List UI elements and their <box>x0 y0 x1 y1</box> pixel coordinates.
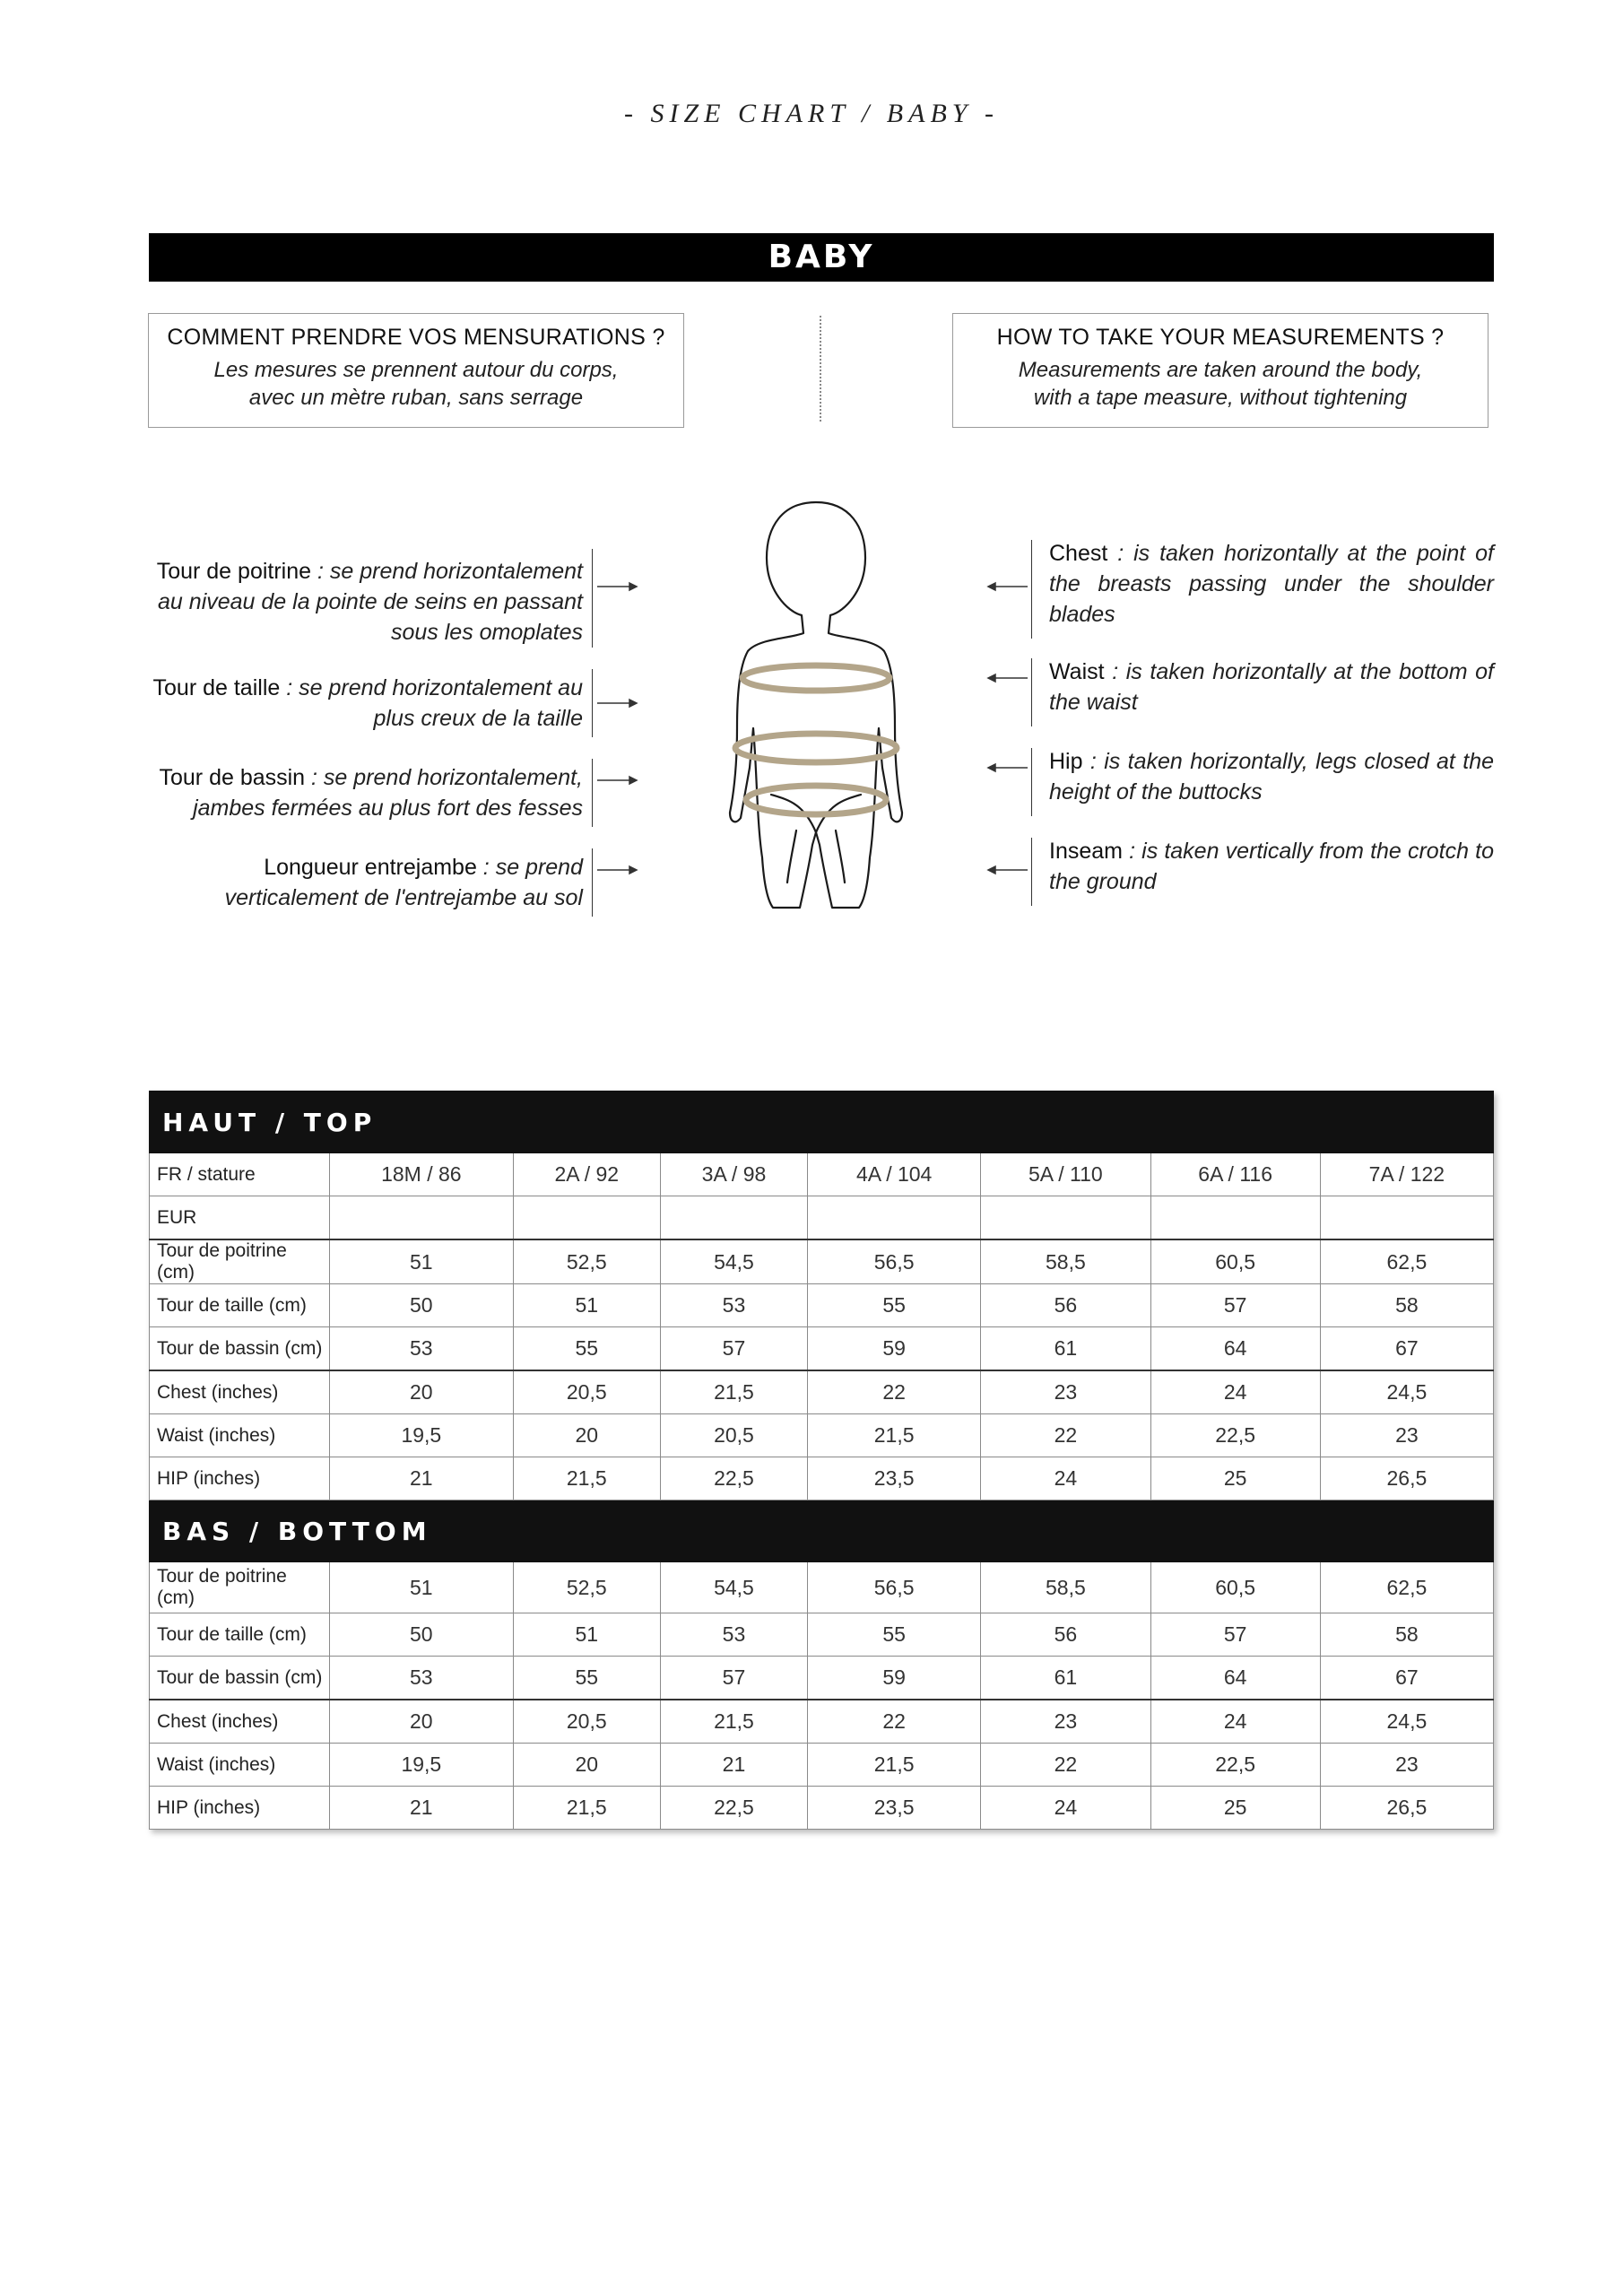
table-cell: 55 <box>513 1657 660 1700</box>
table-cell: 67 <box>1320 1657 1493 1700</box>
table-cell: 25 <box>1150 1457 1320 1500</box>
row-label: Tour de taille (cm) <box>150 1613 330 1657</box>
table-cell: 21 <box>330 1457 514 1500</box>
table-cell: 20 <box>330 1700 514 1744</box>
table-cell: 53 <box>660 1613 807 1657</box>
table-cell: 26,5 <box>1320 1457 1493 1500</box>
table-cell: 51 <box>330 1239 514 1284</box>
measure-desc: : se prend horizontalement au niveau de la pointe de seins en passant sous les omoplates <box>158 559 583 645</box>
table-cell: 58,5 <box>981 1239 1150 1284</box>
table-cell: 20,5 <box>513 1700 660 1744</box>
measure-term: Tour de poitrine <box>156 559 312 584</box>
row-label: Tour de poitrine (cm) <box>150 1562 330 1613</box>
table-cell: 59 <box>808 1657 981 1700</box>
bracket-line <box>1031 540 1032 639</box>
baby-figure-illustration <box>717 499 915 911</box>
bracket-line <box>592 848 593 917</box>
section-banner: BABY <box>149 233 1494 282</box>
row-label: EUR <box>150 1196 330 1240</box>
table-cell: 21,5 <box>513 1457 660 1500</box>
table-cell: 21,5 <box>808 1414 981 1457</box>
row-label: Waist (inches) <box>150 1744 330 1787</box>
table-cell: 23,5 <box>808 1787 981 1830</box>
table-cell: 67 <box>1320 1327 1493 1371</box>
table-cell: 56 <box>981 1284 1150 1327</box>
table-cell <box>1150 1196 1320 1240</box>
table-cell: 57 <box>660 1327 807 1371</box>
row-label: HIP (inches) <box>150 1457 330 1500</box>
row-label: Tour de bassin (cm) <box>150 1327 330 1371</box>
howto-box-fr <box>148 313 684 428</box>
table-cell: 54,5 <box>660 1239 807 1284</box>
table-cell: 20 <box>513 1744 660 1787</box>
measure-term: Chest <box>1049 541 1108 566</box>
table-cell: 20,5 <box>513 1370 660 1414</box>
table-cell: 22,5 <box>1150 1744 1320 1787</box>
row-label: Waist (inches) <box>150 1414 330 1457</box>
table-row <box>150 1787 1494 1830</box>
table-cell: 51 <box>330 1562 514 1613</box>
row-label: HIP (inches) <box>150 1787 330 1830</box>
howto-text-fr <box>149 356 683 412</box>
table-cell: 64 <box>1150 1657 1320 1700</box>
table-cell <box>1320 1196 1493 1240</box>
measure-desc: : is taken horizontally, legs closed at the height of the buttocks <box>1049 749 1494 804</box>
table-cell: 64 <box>1150 1327 1320 1371</box>
measure-item-en-hip <box>1049 746 1494 807</box>
table-cell <box>981 1196 1150 1240</box>
howto-line: Les mesures se prennent autour du corps, <box>213 358 619 382</box>
measure-desc: : se prend verticalement de l'entrejambe au sol <box>224 855 583 910</box>
arrow-right-icon <box>594 574 638 888</box>
table-cell: 60,5 <box>1150 1562 1320 1613</box>
bracket-line <box>1031 658 1032 726</box>
table-cell: 62,5 <box>1320 1239 1493 1284</box>
measure-term: Tour de bassin <box>159 765 306 790</box>
row-label: Chest (inches) <box>150 1700 330 1744</box>
table-row <box>150 1562 1494 1613</box>
table-cell: 58,5 <box>981 1562 1150 1613</box>
table-cell: 50 <box>330 1613 514 1657</box>
table-cell: 60,5 <box>1150 1239 1320 1284</box>
table-cell: 53 <box>330 1327 514 1371</box>
measure-item-en-inseam <box>1049 836 1494 897</box>
table-cell: 20 <box>513 1414 660 1457</box>
howto-text-en <box>953 356 1488 412</box>
table-cell: 22,5 <box>660 1787 807 1830</box>
table-cell: 56 <box>981 1613 1150 1657</box>
table-cell: 53 <box>660 1284 807 1327</box>
table-cell: 20 <box>330 1370 514 1414</box>
table-cell: 59 <box>808 1327 981 1371</box>
table-cell: 53 <box>330 1657 514 1700</box>
section-title: HAUT / TOP <box>150 1091 1494 1153</box>
size-header-cell: 18M / 86 <box>330 1153 514 1196</box>
table-cell: 24 <box>1150 1370 1320 1414</box>
size-chart-table <box>149 1091 1494 1830</box>
table-cell: 22,5 <box>660 1457 807 1500</box>
measure-term: Inseam <box>1049 839 1123 864</box>
row-label: FR / stature <box>150 1153 330 1196</box>
row-label: Tour de taille (cm) <box>150 1284 330 1327</box>
table-cell: 22 <box>981 1414 1150 1457</box>
size-header-cell: 5A / 110 <box>981 1153 1150 1196</box>
bracket-line <box>592 759 593 827</box>
table-cell <box>808 1196 981 1240</box>
table-cell: 55 <box>513 1327 660 1371</box>
table-cell: 23 <box>981 1370 1150 1414</box>
bracket-line <box>592 669 593 737</box>
table-row <box>150 1744 1494 1787</box>
section-header-top <box>150 1091 1494 1153</box>
page-title: - SIZE CHART / BABY - <box>624 99 999 128</box>
table-row <box>150 1700 1494 1744</box>
measure-desc: : se prend horizontalement au plus creux de la taille <box>280 675 583 731</box>
howto-box-en <box>952 313 1488 428</box>
table-cell: 21 <box>660 1744 807 1787</box>
table-cell: 57 <box>1150 1284 1320 1327</box>
table-cell: 62,5 <box>1320 1562 1493 1613</box>
table-cell: 52,5 <box>513 1239 660 1284</box>
table-cell: 19,5 <box>330 1414 514 1457</box>
table-cell: 23 <box>981 1700 1150 1744</box>
measure-item-fr-waist <box>135 673 583 734</box>
howto-line: with a tape measure, without tightening <box>1033 386 1408 410</box>
measure-desc: : se prend horizontalement, jambes fermées au plus fort des fesses <box>193 765 583 821</box>
size-header-cell: 7A / 122 <box>1320 1153 1493 1196</box>
table-cell: 22 <box>981 1744 1150 1787</box>
bracket-line <box>592 549 593 648</box>
table-cell: 24,5 <box>1320 1370 1493 1414</box>
table-cell: 55 <box>808 1613 981 1657</box>
measure-item-fr-chest <box>135 556 583 648</box>
table-cell: 50 <box>330 1284 514 1327</box>
table-cell: 21,5 <box>513 1787 660 1830</box>
table-row <box>150 1196 1494 1240</box>
table-row <box>150 1613 1494 1657</box>
table-row <box>150 1284 1494 1327</box>
table-cell <box>330 1196 514 1240</box>
measure-desc: : is taken horizontally at the point of the breasts passing under the shoulder blades <box>1049 541 1494 627</box>
table-cell: 58 <box>1320 1613 1493 1657</box>
table-cell: 24 <box>981 1787 1150 1830</box>
section-header-bottom <box>150 1500 1494 1562</box>
table-header-row <box>150 1153 1494 1196</box>
howto-line: avec un mètre ruban, sans serrage <box>248 386 584 410</box>
size-header-cell: 3A / 98 <box>660 1153 807 1196</box>
table-cell: 55 <box>808 1284 981 1327</box>
row-label: Tour de poitrine (cm) <box>150 1239 330 1284</box>
table-cell: 21,5 <box>660 1700 807 1744</box>
table-cell <box>660 1196 807 1240</box>
size-header-cell: 2A / 92 <box>513 1153 660 1196</box>
table-row <box>150 1457 1494 1500</box>
table-cell: 51 <box>513 1613 660 1657</box>
measure-item-en-chest <box>1049 538 1494 630</box>
table-cell: 23,5 <box>808 1457 981 1500</box>
table-cell: 57 <box>660 1657 807 1700</box>
measure-item-fr-hip <box>135 762 583 823</box>
measure-term: Longueur entrejambe <box>264 855 477 880</box>
table-cell <box>513 1196 660 1240</box>
table-cell: 21,5 <box>660 1370 807 1414</box>
measure-term: Hip <box>1049 749 1083 774</box>
table-cell: 20,5 <box>660 1414 807 1457</box>
measure-desc: : is taken vertically from the crotch to the ground <box>1049 839 1494 894</box>
table-row <box>150 1327 1494 1371</box>
measure-desc: : is taken horizontally at the bottom of the waist <box>1049 659 1494 715</box>
table-cell: 25 <box>1150 1787 1320 1830</box>
measure-term: Waist <box>1049 659 1105 684</box>
table-cell: 24 <box>981 1457 1150 1500</box>
howto-title-en: HOW TO TAKE YOUR MEASUREMENTS ? <box>996 325 1445 350</box>
table-row <box>150 1239 1494 1284</box>
howto-line: Measurements are taken around the body, <box>1018 358 1423 382</box>
table-cell: 26,5 <box>1320 1787 1493 1830</box>
table-cell: 24 <box>1150 1700 1320 1744</box>
bracket-line <box>1031 748 1032 816</box>
table-row <box>150 1370 1494 1414</box>
table-cell: 52,5 <box>513 1562 660 1613</box>
howto-title-fr: COMMENT PRENDRE VOS MENSURATIONS ? <box>167 325 665 350</box>
table-cell: 58 <box>1320 1284 1493 1327</box>
size-header-cell: 4A / 104 <box>808 1153 981 1196</box>
table-cell: 21,5 <box>808 1744 981 1787</box>
table-cell: 23 <box>1320 1744 1493 1787</box>
table-cell: 56,5 <box>808 1562 981 1613</box>
table-cell: 23 <box>1320 1414 1493 1457</box>
table-row <box>150 1657 1494 1700</box>
table-cell: 22 <box>808 1700 981 1744</box>
size-header-cell: 6A / 116 <box>1150 1153 1320 1196</box>
table-cell: 61 <box>981 1657 1150 1700</box>
table-cell: 22 <box>808 1370 981 1414</box>
table-cell: 22,5 <box>1150 1414 1320 1457</box>
table-cell: 57 <box>1150 1613 1320 1657</box>
dotted-divider <box>820 316 821 422</box>
arrow-left-icon <box>986 574 1031 888</box>
table-cell: 54,5 <box>660 1562 807 1613</box>
measure-item-en-waist <box>1049 657 1494 718</box>
table-cell: 56,5 <box>808 1239 981 1284</box>
table-cell: 61 <box>981 1327 1150 1371</box>
row-label: Chest (inches) <box>150 1370 330 1414</box>
table-cell: 51 <box>513 1284 660 1327</box>
table-cell: 19,5 <box>330 1744 514 1787</box>
measure-item-fr-inseam <box>135 852 583 913</box>
table-cell: 24,5 <box>1320 1700 1493 1744</box>
bracket-line <box>1031 838 1032 906</box>
table-cell: 21 <box>330 1787 514 1830</box>
measure-term: Tour de taille <box>152 675 281 700</box>
section-title: BAS / BOTTOM <box>150 1500 1494 1562</box>
table-row <box>150 1414 1494 1457</box>
row-label: Tour de bassin (cm) <box>150 1657 330 1700</box>
